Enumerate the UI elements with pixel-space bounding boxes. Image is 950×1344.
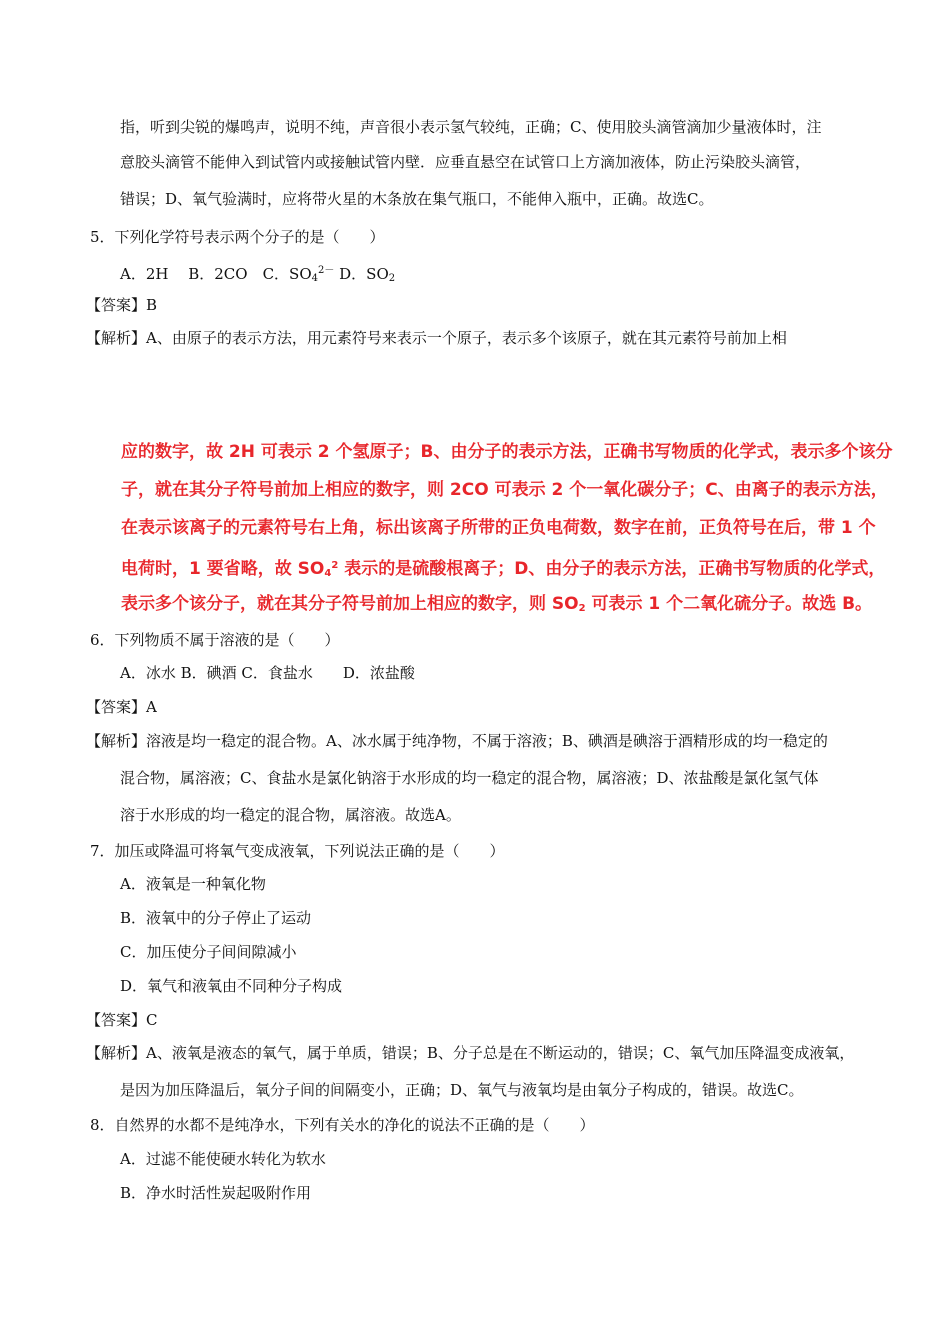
q6-answer: 【答案】A xyxy=(86,698,157,716)
q7-option-d: D．氧气和液氧由不同种分子构成 xyxy=(120,977,343,995)
red-analysis-line-1: 应的数字，故 2H 可表示 2 个氢原子；B、由分子的表示方法，正确书写物质的化学式，表示多个该分 xyxy=(121,442,893,462)
q6-options: A．冰水 B．碘酒 C．食盐水 D．浓盐酸 xyxy=(120,664,415,682)
q6-analysis-line-3: 溶于水形成的均一稳定的混合物，属溶液。故选A。 xyxy=(120,806,461,824)
q5-question: 5．下列化学符号表示两个分子的是（ ） xyxy=(90,228,385,246)
q7-option-a: A．液氧是一种氧化物 xyxy=(120,875,266,893)
q4-analysis-line-3: 错误；D、氧气验满时，应将带火星的木条放在集气瓶口，不能伸入瓶中，正确。故选C。 xyxy=(120,190,714,208)
q8-option-a: A．过滤不能使硬水转化为软水 xyxy=(120,1150,326,1168)
q7-analysis-line-2: 是因为加压降温后，氧分子间的间隔变小，正确；D、氧气与液氧均是由氧分子构成的，错误。故选C。 xyxy=(120,1081,804,1099)
q6-analysis-line-2: 混合物，属溶液；C、食盐水是氯化钠溶于水形成的均一稳定的混合物，属溶液；D、浓盐酸是氯化氢气体 xyxy=(120,769,819,787)
red-analysis-line-5: 表示多个该分子，就在其分子符号前加上相应的数字，则 $SO_2$ 可表示 1 个二氧化硫分子。故选 B。 xyxy=(121,594,873,614)
q7-option-c: C．加压使分子间间隙减小 xyxy=(120,943,297,961)
q5-answer: 【答案】B xyxy=(86,296,158,314)
q5-options: A．2H B．2CO C．$SO_4^{2-}$ D．$SO_2$ xyxy=(120,265,396,284)
q7-answer: 【答案】C xyxy=(86,1011,158,1029)
q5-analysis-line-1: 【解析】A、由原子的表示方法，用元素符号来表示一个原子，表示多个该原子，就在其元素符号前加上相 xyxy=(86,329,787,347)
red-analysis-line-4: 电荷时，1 要省略，故 $SO_4^2$ 表示的是硫酸根离子；D、由分子的表示方法，正确书写物质的化学式， xyxy=(121,559,886,579)
q6-analysis-line-1: 【解析】溶液是均一稳定的混合物。A、冰水属于纯净物，不属于溶液；B、碘酒是碘溶于酒精形成的均一稳定的 xyxy=(86,732,828,750)
q4-analysis-line-2: 意胶头滴管不能伸入到试管内或接触试管内壁．应垂直悬空在试管口上方滴加液体，防止污染胶头滴管， xyxy=(120,153,811,171)
q7-question: 7．加压或降温可将氧气变成液氧，下列说法正确的是（ ） xyxy=(90,842,505,860)
q6-question: 6．下列物质不属于溶液的是（ ） xyxy=(90,631,340,649)
q4-analysis-line-1: 指，听到尖锐的爆鸣声，说明不纯，声音很小表示氢气较纯，正确；C、使用胶头滴管滴加少量液体时，注 xyxy=(120,118,822,136)
red-analysis-line-2: 子，就在其分子符号前加上相应的数字，则 2CO 可表示 2 个一氧化碳分子；C、由离子的表示方法， xyxy=(121,480,888,500)
q7-option-b: B．液氧中的分子停止了运动 xyxy=(120,909,312,927)
red-analysis-line-3: 在表示该离子的元素符号右上角，标出该离子所带的正负电荷数，数字在前，正负符号在后，带 1 个 xyxy=(121,518,876,538)
q7-analysis-line-1: 【解析】A、液氧是液态的氧气，属于单质，错误；B、分子总是在不断运动的，错误；C、氧气加压降温变成液氧， xyxy=(86,1044,855,1062)
q8-question: 8．自然界的水都不是纯净水，下列有关水的净化的说法不正确的是（ ） xyxy=(90,1116,595,1134)
q8-option-b: B．净水时活性炭起吸附作用 xyxy=(120,1184,312,1202)
